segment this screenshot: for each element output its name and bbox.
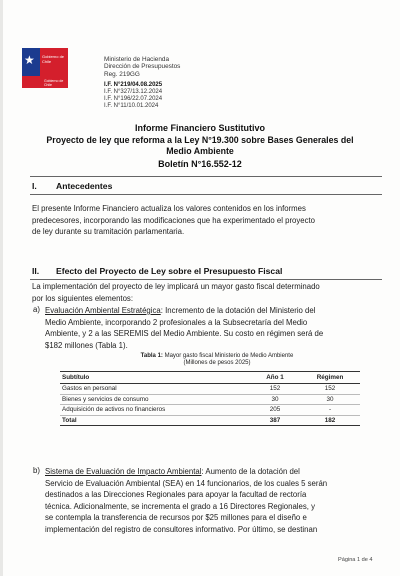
paragraph-line: Servicio de Evaluación Ambiental (SEA) en 14 funcionarios, de los cuales 5 serán <box>45 478 328 488</box>
table-cell: Total <box>60 415 250 426</box>
section-title: Antecedentes <box>56 181 113 191</box>
paragraph-line: Ambiente, y 2 a las SEREMIS del Medio Ambiente. Su costo en régimen será de <box>45 329 324 339</box>
table-row <box>60 384 360 395</box>
bill-title-line: Medio Ambiente <box>166 146 234 156</box>
table-cell: 152 <box>250 384 300 395</box>
star-icon: ★ <box>24 53 35 67</box>
document-title <box>2 123 398 173</box>
table-cell: 387 <box>250 415 300 426</box>
table-cell: Bienes y servicios de consumo <box>60 394 250 405</box>
report-references <box>104 82 162 110</box>
section-number: II. <box>32 266 40 276</box>
bill-title-line: Proyecto de ley que reforma a la Ley N°19.300 sobre Bases Generales del <box>46 135 354 145</box>
bill-title <box>2 135 398 157</box>
column-header: Año 1 <box>250 372 300 384</box>
table-cell: 182 <box>300 415 360 426</box>
reference-item: I.F. N°196/22.07.2024 <box>104 96 163 102</box>
table-cell: 30 <box>300 394 360 405</box>
item-a-first-line: : Incremento de la dotación del Ministerio del <box>160 306 316 315</box>
table-total-row <box>60 415 360 426</box>
section-title: Efecto del Proyecto de Ley sobre el Presupuesto Fiscal <box>56 266 283 276</box>
caption-line <box>72 353 362 360</box>
logo-box-text: Gobierno de Chile <box>42 54 65 64</box>
column-header: Subtítulo <box>60 372 250 384</box>
reference-item: I.F. N°327/13.12.2024 <box>104 89 163 95</box>
item-a-title: Evaluación Ambiental Estratégica <box>45 306 161 315</box>
efecto-intro <box>32 281 380 304</box>
directorate-name: Dirección de Presupuestos <box>104 63 181 71</box>
paragraph-line: El presente Informe Financiero actualiza los valores contenidos en los informes <box>32 204 306 213</box>
ministry-name: Ministerio de Hacienda <box>104 56 170 63</box>
ministry-header <box>104 56 180 78</box>
caption-label: Tabla 1: <box>140 353 163 359</box>
reference-current: I.F. N°219/04.08.2025 <box>104 82 163 88</box>
bulletin-number: Boletín N°16.552-12 <box>158 159 242 169</box>
item-b-paragraph <box>45 466 385 536</box>
paragraph-line: Medio Ambiente, incorporando 2 profesionales a la Subsecretaría del Medio <box>45 317 308 327</box>
paragraph-line: La implementación del proyecto de ley implicará un mayor gasto fiscal determinado <box>32 282 320 291</box>
fiscal-cost-table <box>60 371 360 426</box>
divider <box>30 194 382 195</box>
logo-bar-text: Gobierno de Chile <box>44 79 64 87</box>
paragraph-line <box>45 305 385 317</box>
paragraph-line: $182 millones (Tabla 1). <box>45 340 128 350</box>
caption-units: (Millones de pesos 2025) <box>183 360 251 367</box>
table-cell: - <box>300 405 360 416</box>
table-cell: 152 <box>300 384 360 395</box>
paragraph-line: destinados a las Direcciones Regionales para apoyar la facultad de rectoría <box>45 490 307 500</box>
column-header: Régimen <box>300 372 360 384</box>
reference-item: I.F. N°11/10.01.2024 <box>104 103 159 109</box>
divider <box>30 176 382 177</box>
table-row <box>60 405 360 416</box>
scan-edge <box>0 0 3 576</box>
paragraph-line: implementación del registro de consultores informativo. Por último, se destinan <box>45 524 318 534</box>
paragraph-line: por los siguientes elementos: <box>32 293 133 303</box>
item-a-paragraph <box>45 305 385 351</box>
paragraph-line: se contempla la transferencia de recursos por $25 millones para el diseño e <box>45 513 307 523</box>
item-a-label: a) <box>33 305 40 314</box>
item-b-first-line: : Aumento de la dotación del <box>201 467 300 476</box>
paragraph-line: técnica. Adicionalmente, se incrementa el grado a 16 Directores Regionales, y <box>45 501 316 511</box>
section-number: I. <box>32 181 37 191</box>
registry-code: Reg. 219GG <box>104 70 140 78</box>
antecedentes-paragraph <box>32 203 380 238</box>
paragraph-line <box>45 466 385 478</box>
government-logo <box>22 48 68 88</box>
paragraph-line: de ley durante su tramitación parlamentaria. <box>32 227 185 237</box>
caption-text: Mayor gasto fiscal Ministerio de Medio Ambiente <box>162 353 294 359</box>
table-header-row <box>60 372 360 384</box>
report-kind: Informe Financiero Sustitutivo <box>134 123 265 133</box>
divider <box>30 279 382 280</box>
page-number: Página 1 de 4 <box>338 557 373 563</box>
table-cell: 30 <box>250 394 300 405</box>
paragraph-line: predecesores, incorporando las modificaciones que ha experimentado el proyecto <box>32 215 316 225</box>
table-1-caption <box>72 353 362 367</box>
table-cell: 205 <box>250 405 300 416</box>
table-cell: Adquisición de activos no financieros <box>60 405 250 416</box>
item-b-label: b) <box>33 466 40 475</box>
item-b-title: Sistema de Evaluación de Impacto Ambiental <box>45 467 202 476</box>
table-cell: Gastos en personal <box>60 384 250 395</box>
table-row <box>60 394 360 405</box>
